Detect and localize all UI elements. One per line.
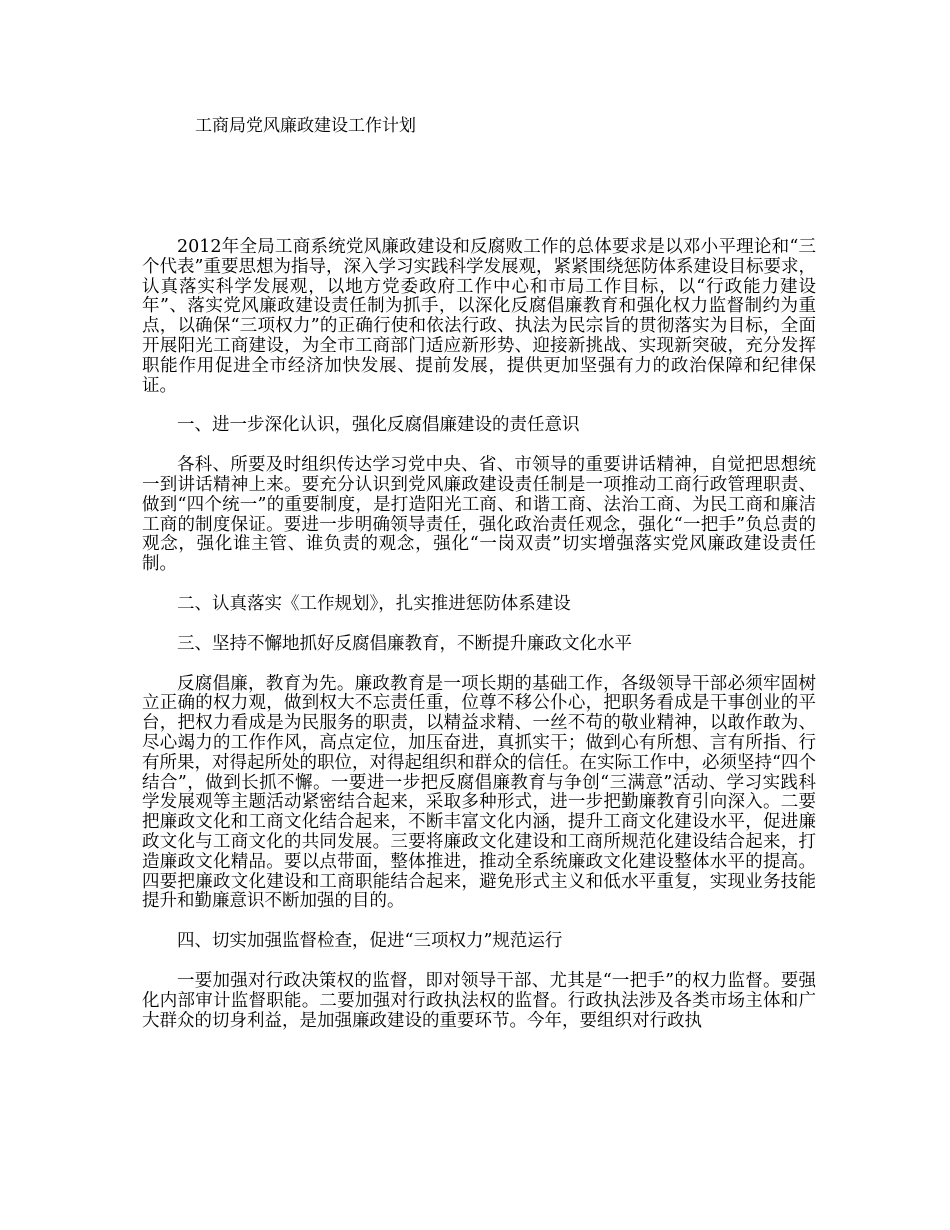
section-1-paragraph: 各科、所要及时组织传达学习党中央、省、市领导的重要讲话精神，自觉把思想统一到讲话精神上来。要充分认识到党风廉政建设责任制是一项推动工商行政管理职责、做到“四个统一”的重要制度，是打造阳光工商、和谐工商、法治工商、为民工商和廉洁工商的制度保证。要进一步明确领导责任，强化政治责任观念，强化“一把手”负总责的观念，强化谁主管、谁负责的观念，强化“一岗双责”切实增强落实党风廉政建设责任制。 (142, 455, 816, 575)
document-title: 工商局党风廉政建设工作计划 (195, 116, 416, 136)
section-3-paragraph: 反腐倡廉，教育为先。廉政教育是一项长期的基础工作，各级领导干部必须牢固树立正确的权力观，做到权大不忘责任重，位尊不移公仆心，把职务看成是干事创业的平台，把权力看成是为民服务的职责，以精益求精、一丝不苟的敬业精神，以敢作敢为、尽心竭力的工作作风，高点定位，加压奋进，真抓实干；做到心有所想、言有所指、行有所果，对得起所处的职位，对得起组织和群众的信任。在实际工作中，必须坚持“四个结合”，做到长抓不懈。一要进一步把反腐倡廉教育与争创“三满意”活动、学习实践科学发展观等主题活动紧密结合起来，采取多种形式，进一步把勤廉教育引向深入。二要把廉政文化和工商文化结合起来，不断丰富文化内涵，提升工商文化建设水平，促进廉政文化与工商文化的共同发展。三要将廉政文化建设和工商所规范化建设结合起来，打造廉政文化精品。要以点带面，整体推进，推动全系统廉政文化建设整体水平的提高。四要把廉政文化建设和工商职能结合起来，避免形式主义和低水平重复，实现业务技能提升和勤廉意识不断加强的目的。 (142, 673, 816, 912)
intro-paragraph: 2012年全局工商系统党风廉政建设和反腐败工作的总体要求是以邓小平理论和“三个代表”重要思想为指导，深入学习实践科学发展观，紧紧围绕惩防体系建设目标要求，认真落实科学发展观，以地方党委政府工作中心和市局工作目标，以“行政能力建设年”、落实党风廉政建设责任制为抓手，以深化反腐倡廉教育和强化权力监督制约为重点，以确保“三项权力”的正确行使和依法行政、执法为民宗旨的贯彻落实为目标，全面开展阳光工商建设，为全市工商部门适应新形势、迎接新挑战、实现新突破，充分发挥职能作用促进全市经济加快发展、提前发展，提供更加坚强有力的政治保障和纪律保证。 (142, 237, 816, 396)
section-heading-3: 三、坚持不懈地抓好反腐倡廉教育，不断提升廉政文化水平 (177, 633, 632, 654)
document-body (142, 238, 816, 1051)
section-heading-4: 四、切实加强监督检查，促进“三项权力”规范运行 (177, 931, 563, 952)
section-heading-2: 二、认真落实《工作规划》，扎实推进惩防体系建设 (177, 593, 571, 614)
section-4-paragraph: 一要加强对行政决策权的监督，即对领导干部、尤其是“一把手”的权力监督。要强化内部审计监督职能。二要加强对行政执法权的监督。行政执法涉及各类市场主体和广大群众的切身利益，是加强廉政建设的重要环节。今年，要组织对行政执 (142, 970, 816, 1031)
section-heading-1: 一、进一步深化认识，强化反腐倡廉建设的责任意识 (177, 415, 580, 436)
